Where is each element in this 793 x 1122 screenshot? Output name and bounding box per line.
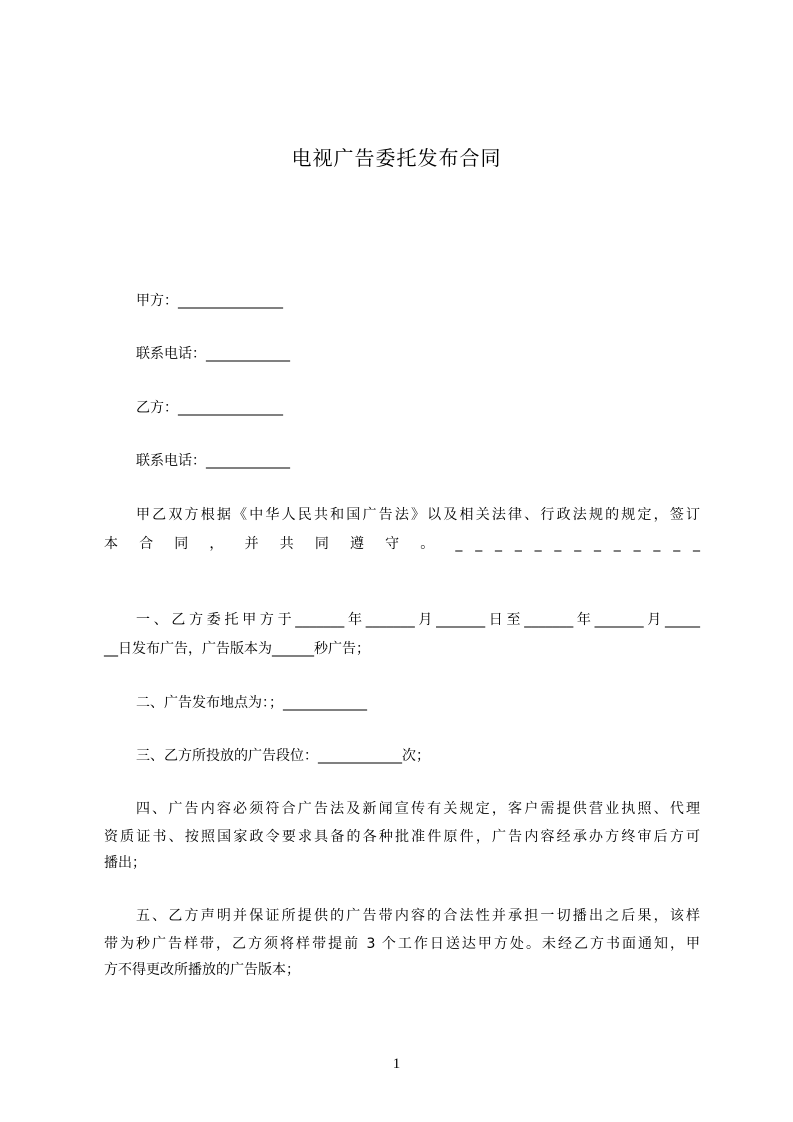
- clause-1-line-1: 一、乙方委托甲方于_______年_______月_______日至_______年_______月_____: [136, 612, 700, 628]
- clause-4-line-1: 四、广告内容必须符合广告法及新闻宣传有关规定，客户需提供营业执照、代理: [136, 801, 700, 817]
- clause-5-line-2: 带为秒广告样带，乙方须将样带提前 3 个工作日送达甲方处。未经乙方书面通知，甲: [104, 936, 700, 952]
- clause-5-line-3: 方不得更改所播放的广告版本；: [104, 962, 300, 978]
- clause-5-line-1: 五、乙方声明并保证所提供的广告带内容的合法性并承担一切播出之后果，该样: [136, 908, 700, 924]
- preamble-line-1: 甲乙双方根据《中华人民共和国广告法》以及相关法律、行政法规的规定，签订: [136, 507, 700, 523]
- page-number: 1: [392, 1056, 401, 1072]
- party-a-phone-field: 联系电话：____________: [136, 346, 290, 362]
- clause-4-line-2: 资质证书、按照国家政令要求具备的各种批准件原件，广告内容经承办方终审后方可: [104, 829, 700, 845]
- clause-2: 二、广告发布地点为：；____________: [136, 695, 367, 711]
- party-b-phone-field: 联系电话：____________: [136, 453, 290, 469]
- party-b-field: 乙方：_______________: [136, 400, 283, 416]
- clause-3: 三、乙方所投放的广告段位：____________次；: [136, 748, 430, 764]
- clause-1-line-2: __日发布广告，广告版本为______秒广告；: [104, 641, 370, 657]
- party-a-field: 甲方：_______________: [136, 293, 283, 309]
- preamble-line-2: 本 合 同 ， 并 共 同 遵 守 。 _ _ _ _ _ _ _ _ _ _ _ _ _: [104, 536, 700, 552]
- clause-4-line-3: 播出；: [104, 855, 146, 871]
- document-title: 电视广告委托发布合同: [291, 146, 502, 170]
